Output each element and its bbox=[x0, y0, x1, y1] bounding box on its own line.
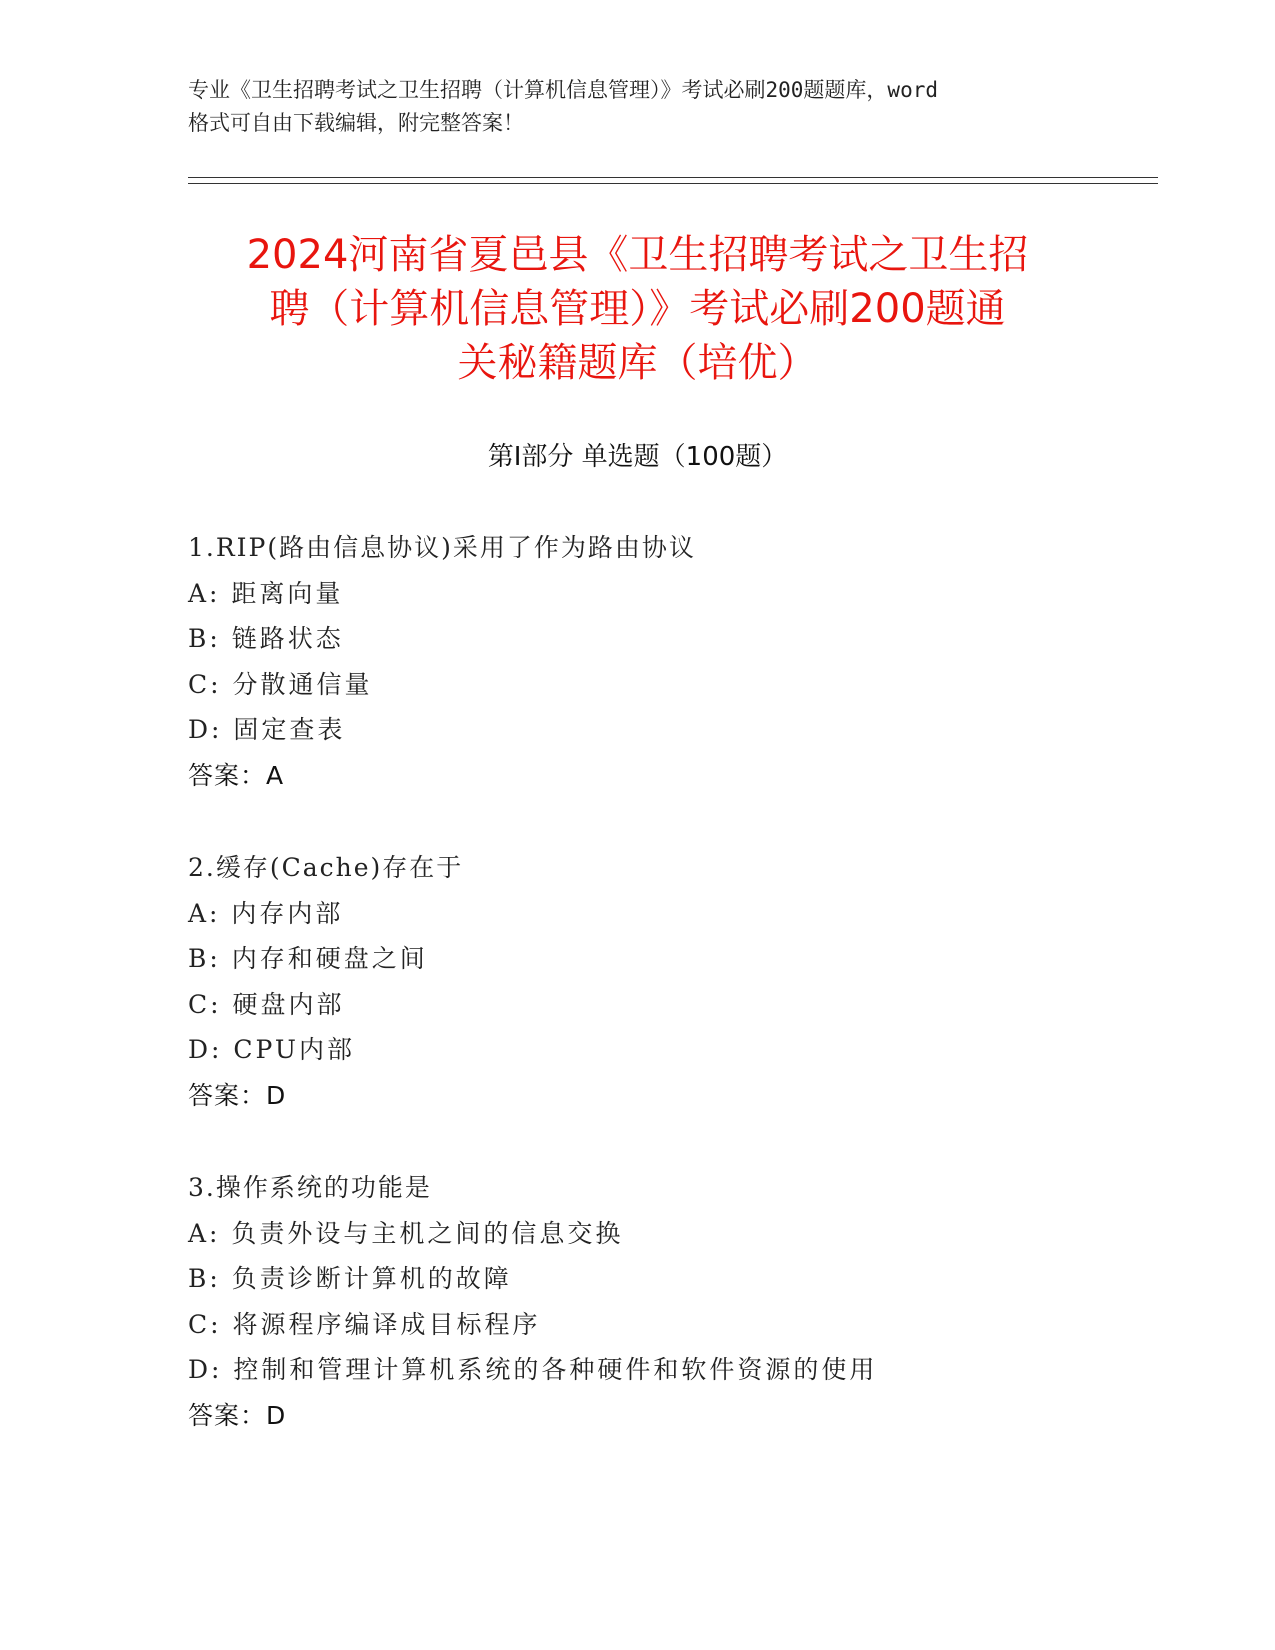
answer-line: 答案：A bbox=[188, 760, 285, 790]
question-stem: 2.缓存(Cache)存在于 bbox=[188, 853, 464, 882]
answer-line: 答案：D bbox=[188, 1400, 287, 1430]
option-b: B: 负责诊断计算机的故障 bbox=[188, 1264, 512, 1293]
option-d: D: 控制和管理计算机系统的各种硬件和软件资源的使用 bbox=[188, 1355, 878, 1384]
question-stem: 3.操作系统的功能是 bbox=[188, 1173, 432, 1202]
option-c: C: 硬盘内部 bbox=[188, 989, 345, 1019]
header-note bbox=[188, 74, 1088, 140]
question-block bbox=[188, 1165, 1188, 1438]
option-c: C: 将源程序编译成目标程序 bbox=[188, 1309, 541, 1339]
question-stem: 1.RIP(路由信息协议)采用了作为路由协议 bbox=[188, 533, 696, 562]
answer-line: 答案：D bbox=[188, 1080, 287, 1110]
header-divider-bottom bbox=[188, 183, 1158, 184]
header-divider-top bbox=[188, 177, 1158, 178]
option-b: B: 内存和硬盘之间 bbox=[188, 944, 428, 973]
option-a: A: 负责外设与主机之间的信息交换 bbox=[188, 1218, 624, 1248]
option-b: B: 链路状态 bbox=[188, 624, 344, 653]
question-block bbox=[188, 525, 1188, 798]
document-title-line-2: 聘（计算机信息管理）》考试必刷200题通 bbox=[269, 286, 1006, 332]
option-d: D: 固定查表 bbox=[188, 715, 346, 744]
option-c: C: 分散通信量 bbox=[188, 669, 373, 699]
option-a: A: 距离向量 bbox=[188, 578, 344, 608]
document-title-line-1: 2024河南省夏邑县《卫生招聘考试之卫生招 bbox=[246, 232, 1029, 278]
document-title-line-3: 关秘籍题库（培优） bbox=[457, 340, 818, 386]
question-block bbox=[188, 845, 1188, 1118]
header-note-line-1: 专业《卫生招聘考试之卫生招聘（计算机信息管理）》考试必刷200题题库，word bbox=[188, 78, 938, 102]
option-d: D: CPU内部 bbox=[188, 1035, 355, 1064]
section-heading: 第Ⅰ部分 单选题（100题） bbox=[487, 442, 788, 472]
document-title bbox=[100, 228, 1175, 390]
header-note-line-2: 格式可自由下载编辑，附完整答案！ bbox=[188, 111, 524, 135]
option-a: A: 内存内部 bbox=[188, 898, 344, 928]
